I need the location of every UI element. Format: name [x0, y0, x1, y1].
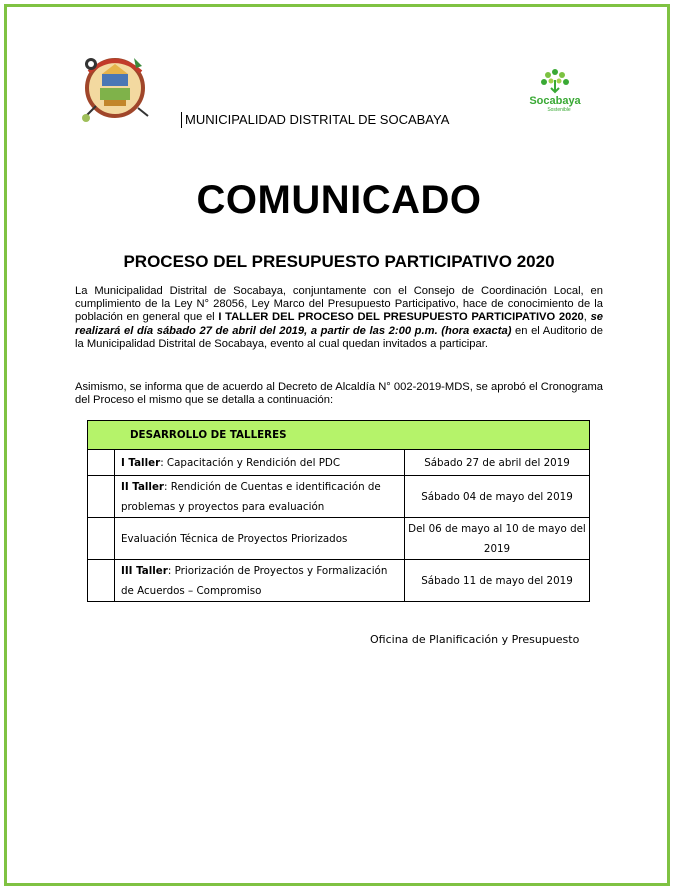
municipal-coat-of-arms-icon [74, 50, 156, 130]
workshop-description: Evaluación Técnica de Proyectos Priorizados [115, 518, 405, 560]
socabaya-sostenible-logo-icon [526, 66, 584, 114]
workshop-description: II Taller: Rendición de Cuentas e identificación de problemas y proyectos para evaluación [115, 476, 405, 518]
workshop-date: Sábado 11 de mayo del 2019 [405, 560, 590, 602]
workshop-date: Sábado 04 de mayo del 2019 [405, 476, 590, 518]
table-header: DESARROLLO DE TALLERES [88, 421, 590, 450]
table-header-row [88, 421, 590, 450]
municipality-name: MUNICIPALIDAD DISTRITAL DE SOCABAYA [181, 112, 449, 128]
workshop-date: Del 06 de mayo al 10 de mayo del 2019 [405, 518, 590, 560]
brand-subtext: Sostenible [547, 107, 571, 113]
table-row [88, 450, 590, 476]
table-row [88, 560, 590, 602]
intro-paragraph: La Municipalidad Distrital de Socabaya, conjuntamente con el Consejo de Coordinación Local, en cumplimiento de la Ley N° 28056, Ley Marco del Presupuesto Participativo, hace de conocimiento de la población en general que el I TALLER DEL PROCESO DEL PRESUPUESTO PARTICIPATIVO 2020, se realizará el día sábado 27 de abril del 2019, a partir de las 2:00 p.m. (hora exacta) en el Auditorio de la Municipalidad Distrital de Socabaya, evento al cual quedan invitados a participar. [75, 285, 604, 350]
workshop-description: III Taller: Priorización de Proyectos y Formalización de Acuerdos – Compromiso [115, 560, 405, 602]
workshop-schedule-table [87, 420, 590, 602]
table-row [88, 518, 590, 560]
table-row [88, 476, 590, 518]
page-title: COMUNICADO [196, 178, 482, 222]
brand-text: Socabaya [529, 95, 581, 107]
schedule-paragraph: Asimismo, se informa que de acuerdo al Decreto de Alcaldía N° 002-2019-MDS, se aprobó el Cronograma del Proceso el mismo que se detalla a continuación: [75, 381, 603, 407]
footer-office: Oficina de Planificación y Presupuesto [370, 633, 580, 646]
workshop-date: Sábado 27 de abril del 2019 [405, 450, 590, 476]
workshop-description: I Taller: Capacitación y Rendición del PDC [115, 450, 405, 476]
page-subtitle: PROCESO DEL PRESUPUESTO PARTICIPATIVO 2020 [123, 252, 555, 271]
